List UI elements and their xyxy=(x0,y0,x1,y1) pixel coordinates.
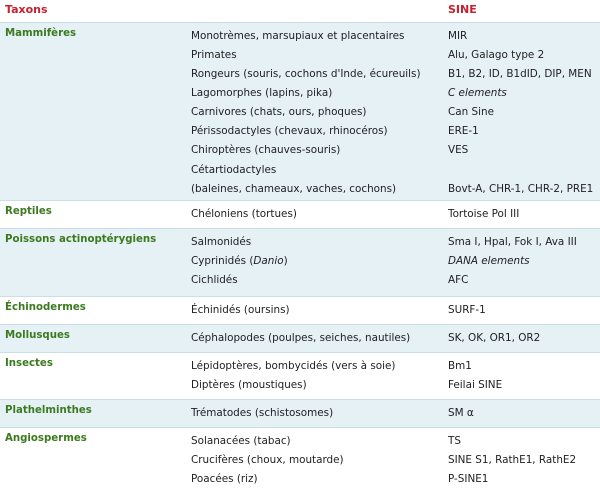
sine-cell: DANA elements xyxy=(448,255,530,267)
group-mollusques xyxy=(0,324,600,353)
taxon-label: Échinodermes xyxy=(5,302,86,313)
sine-cell: Feilai SINE xyxy=(448,379,503,391)
taxon-label: Insectes xyxy=(5,358,53,369)
sine-cell: TS xyxy=(448,435,461,447)
table-row xyxy=(0,301,600,320)
subgroup-cell xyxy=(191,252,288,271)
table-row xyxy=(0,84,600,103)
header-sine: SINE xyxy=(448,3,477,16)
sine-cell: B1, B2, ID, B1dID, DIP, MEN xyxy=(448,68,592,80)
table-row xyxy=(0,404,600,423)
subgroup-text: ) xyxy=(283,255,288,267)
taxon-label: Mammifères xyxy=(5,28,77,39)
taxon-label: Poissons actinoptérygiens xyxy=(5,234,157,245)
subgroup-cell: Monotrèmes, marsupiaux et placentaires xyxy=(191,30,405,42)
table-row xyxy=(0,180,600,199)
subgroup-cell: Lépidoptères, bombycidés (vers à soie) xyxy=(191,360,396,372)
group-poissons xyxy=(0,228,600,297)
taxon-label: Plathelminthes xyxy=(5,405,92,416)
sine-cell: MIR xyxy=(448,30,468,42)
table-row xyxy=(0,376,600,395)
subgroup-text: Cyprinidés ( xyxy=(191,255,254,267)
group-plathelminthes xyxy=(0,399,600,428)
group-angiospermes xyxy=(0,427,600,495)
subgroup-cell: Diptères (moustiques) xyxy=(191,379,307,391)
subgroup-cell: Lagomorphes (lapins, pika) xyxy=(191,87,333,99)
subgroup-cell: Carnivores (chats, ours, phoques) xyxy=(191,106,367,118)
table-row xyxy=(0,27,600,46)
table-row xyxy=(0,233,600,252)
subgroup-cell: Céphalopodes (poulpes, seiches, nautiles) xyxy=(191,332,411,344)
sine-cell: VES xyxy=(448,144,469,156)
subgroup-cell: Cichlidés xyxy=(191,274,238,286)
table-row xyxy=(0,357,600,376)
table-row xyxy=(0,46,600,65)
table-row xyxy=(0,141,600,160)
subgroup-cell: Poacées (riz) xyxy=(191,473,258,485)
table-row xyxy=(0,329,600,348)
sine-cell: Sma I, Hpal, Fok I, Ava III xyxy=(448,236,577,248)
subgroup-cell: Salmonidés xyxy=(191,236,252,248)
sine-cell: Alu, Galago type 2 xyxy=(448,49,545,61)
table-row xyxy=(0,161,600,180)
subgroup-cell: Primates xyxy=(191,49,237,61)
subgroup-cell: Chiroptères (chauves-souris) xyxy=(191,144,341,156)
table-row xyxy=(0,451,600,470)
sine-cell: SURF-1 xyxy=(448,304,486,316)
sine-cell: SINE S1, RathE1, RathE2 xyxy=(448,454,577,466)
table-row xyxy=(0,470,600,489)
subgroup-cell: Solanacées (tabac) xyxy=(191,435,291,447)
subgroup-cell: Rongeurs (souris, cochons d'Inde, écureuils) xyxy=(191,68,421,80)
table-row xyxy=(0,122,600,141)
table-row xyxy=(0,205,600,224)
group-reptiles xyxy=(0,200,600,229)
subgroup-cell: Crucifères (choux, moutarde) xyxy=(191,454,344,466)
sine-cell: AFC xyxy=(448,274,469,286)
group-echinodermes xyxy=(0,296,600,325)
sine-cell: Bovt-A, CHR-1, CHR-2, PRE1 xyxy=(448,183,594,195)
taxon-label: Angiospermes xyxy=(5,433,87,444)
sine-cell: Bm1 xyxy=(448,360,472,372)
table-row xyxy=(0,252,600,271)
table-row xyxy=(0,103,600,122)
subgroup-cell: (baleines, chameaux, vaches, cochons) xyxy=(191,183,397,195)
taxon-label: Mollusques xyxy=(5,330,70,341)
group-insectes xyxy=(0,352,600,400)
subgroup-cell: Chéloniens (tortues) xyxy=(191,208,297,220)
table-row xyxy=(0,432,600,451)
sine-cell: Can Sine xyxy=(448,106,494,118)
subgroup-cell: Trématodes (schistosomes) xyxy=(191,407,334,419)
table-row xyxy=(0,65,600,84)
sine-cell: C elements xyxy=(448,87,507,99)
header-taxons: Taxons xyxy=(5,3,48,16)
subgroup-cell: Échinidés (oursins) xyxy=(191,304,290,316)
table-header xyxy=(0,0,600,22)
subgroup-cell: Cétartiodactyles xyxy=(191,164,277,176)
sine-cell: P-SINE1 xyxy=(448,473,489,485)
sine-cell: SK, OK, OR1, OR2 xyxy=(448,332,541,344)
sine-cell: Tortoise Pol III xyxy=(448,208,520,220)
table-row xyxy=(0,271,600,290)
genus-name: Danio xyxy=(253,255,284,267)
group-mammiferes xyxy=(0,22,600,201)
taxon-label: Reptiles xyxy=(5,206,52,217)
sine-cell: ERE-1 xyxy=(448,125,479,137)
sine-cell: SM α xyxy=(448,407,474,419)
subgroup-cell: Périssodactyles (chevaux, rhinocéros) xyxy=(191,125,388,137)
